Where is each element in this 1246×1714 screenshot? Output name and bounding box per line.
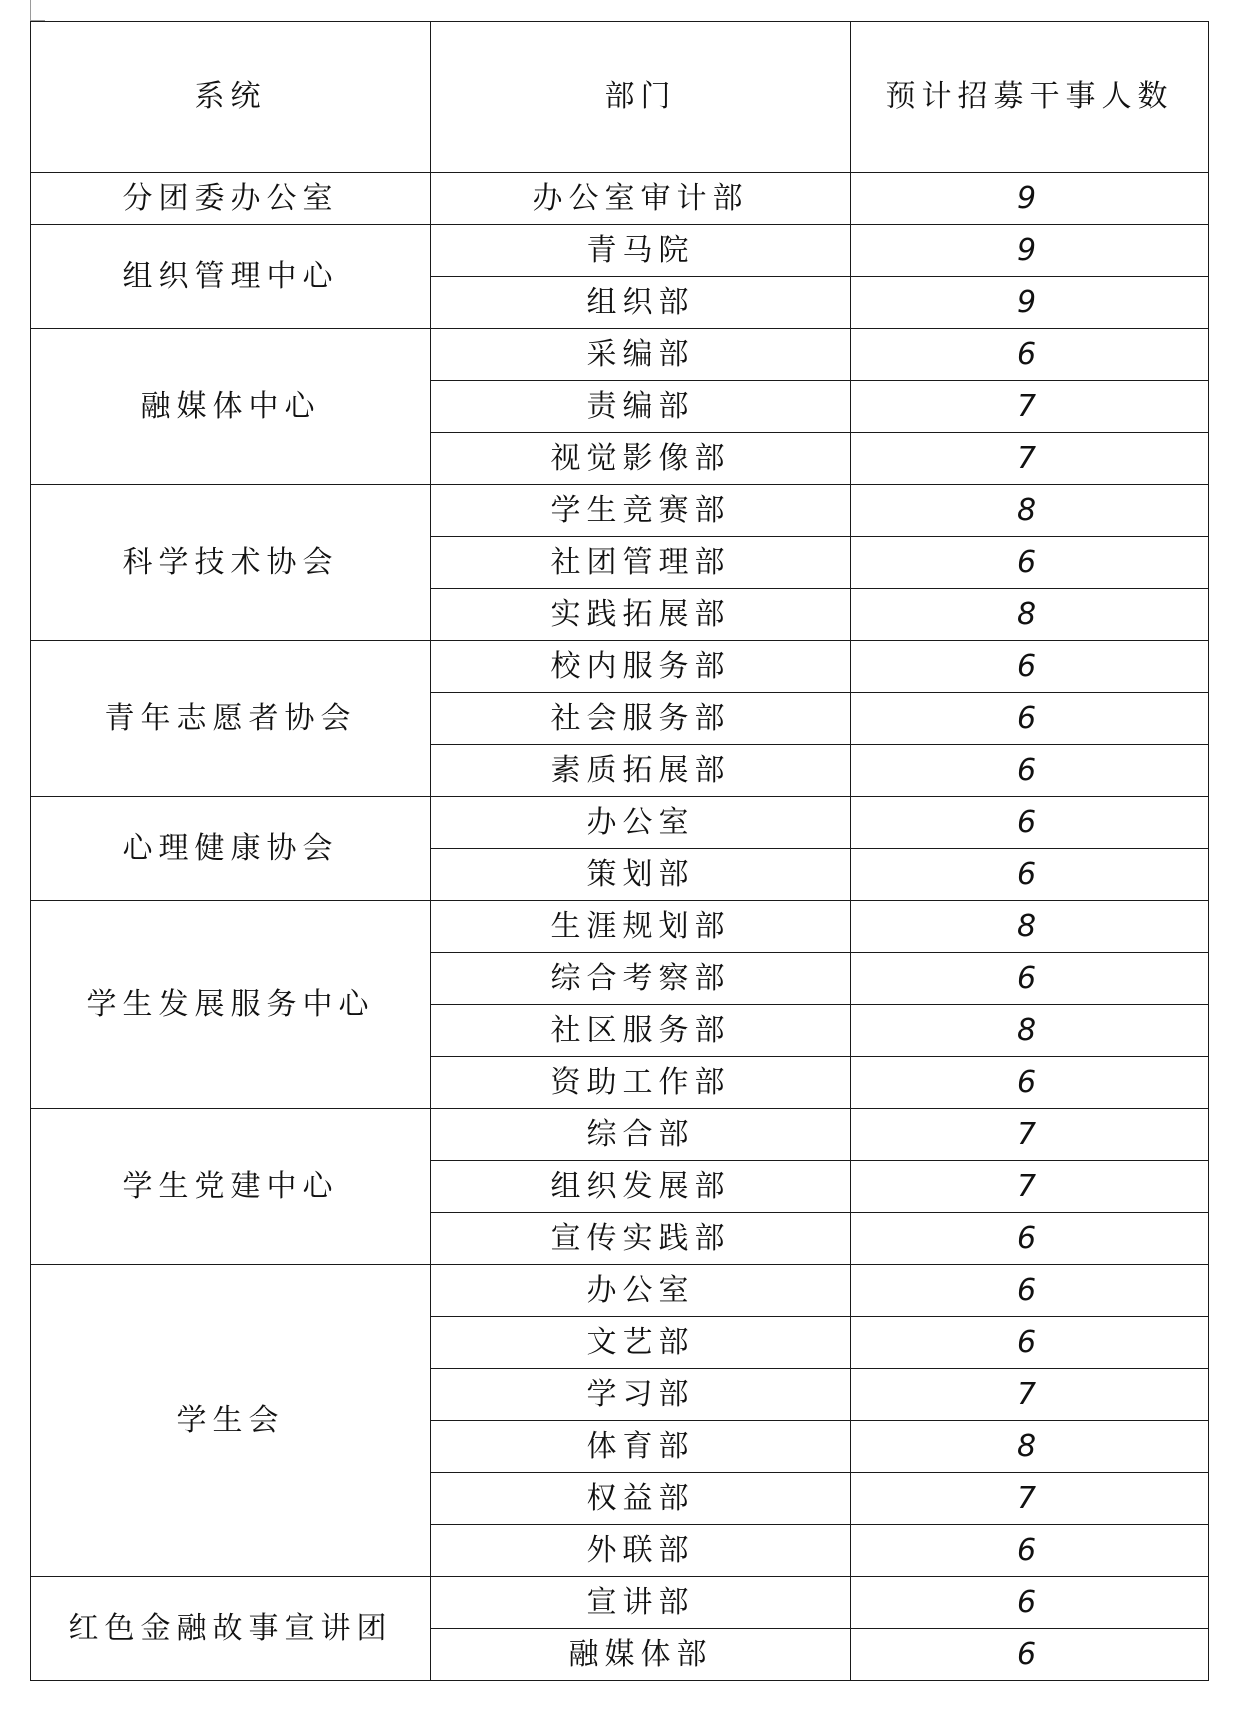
department-cell: 办公室 [431, 797, 851, 849]
department-cell: 文艺部 [431, 1317, 851, 1369]
header-department: 部门 [431, 22, 851, 173]
count-cell: 7 [851, 1109, 1209, 1161]
department-cell: 社团管理部 [431, 537, 851, 589]
department-cell: 社会服务部 [431, 693, 851, 745]
department-cell: 学习部 [431, 1369, 851, 1421]
department-cell: 综合考察部 [431, 953, 851, 1005]
department-cell: 学生竞赛部 [431, 485, 851, 537]
count-cell: 6 [851, 745, 1209, 797]
count-cell: 7 [851, 1473, 1209, 1525]
table-row [31, 641, 1209, 693]
table-row [31, 1577, 1209, 1629]
system-cell: 学生会 [31, 1265, 431, 1577]
department-cell: 外联部 [431, 1525, 851, 1577]
count-cell: 8 [851, 1005, 1209, 1057]
system-cell: 学生发展服务中心 [31, 901, 431, 1109]
department-cell: 宣讲部 [431, 1577, 851, 1629]
table-row [31, 485, 1209, 537]
header-system: 系统 [31, 22, 431, 173]
count-cell: 6 [851, 1577, 1209, 1629]
system-cell: 分团委办公室 [31, 173, 431, 225]
department-cell: 体育部 [431, 1421, 851, 1473]
department-cell: 素质拓展部 [431, 745, 851, 797]
count-cell: 9 [851, 277, 1209, 329]
system-cell: 青年志愿者协会 [31, 641, 431, 797]
system-cell: 融媒体中心 [31, 329, 431, 485]
count-cell: 8 [851, 485, 1209, 537]
department-cell: 校内服务部 [431, 641, 851, 693]
count-cell: 6 [851, 329, 1209, 381]
count-cell: 6 [851, 849, 1209, 901]
count-cell: 6 [851, 953, 1209, 1005]
header-count: 预计招募干事人数 [851, 22, 1209, 173]
count-cell: 7 [851, 1369, 1209, 1421]
count-cell: 6 [851, 641, 1209, 693]
department-cell: 办公室 [431, 1265, 851, 1317]
header-row [31, 22, 1209, 173]
count-cell: 7 [851, 433, 1209, 485]
count-cell: 7 [851, 1161, 1209, 1213]
table-body [31, 173, 1209, 1681]
department-cell: 生涯规划部 [431, 901, 851, 953]
department-cell: 办公室审计部 [431, 173, 851, 225]
department-cell: 视觉影像部 [431, 433, 851, 485]
count-cell: 6 [851, 1057, 1209, 1109]
department-cell: 策划部 [431, 849, 851, 901]
system-cell: 科学技术协会 [31, 485, 431, 641]
department-cell: 宣传实践部 [431, 1213, 851, 1265]
count-cell: 6 [851, 797, 1209, 849]
department-cell: 社区服务部 [431, 1005, 851, 1057]
count-cell: 6 [851, 693, 1209, 745]
table-row [31, 225, 1209, 277]
system-cell: 红色金融故事宣讲团 [31, 1577, 431, 1681]
table-row [31, 329, 1209, 381]
recruitment-table [30, 21, 1209, 1681]
department-cell: 组织发展部 [431, 1161, 851, 1213]
count-cell: 9 [851, 173, 1209, 225]
department-cell: 融媒体部 [431, 1629, 851, 1681]
table-row [31, 901, 1209, 953]
count-cell: 6 [851, 1265, 1209, 1317]
table-header [31, 22, 1209, 173]
count-cell: 8 [851, 901, 1209, 953]
count-cell: 8 [851, 589, 1209, 641]
department-cell: 综合部 [431, 1109, 851, 1161]
count-cell: 6 [851, 537, 1209, 589]
system-cell: 心理健康协会 [31, 797, 431, 901]
count-cell: 6 [851, 1525, 1209, 1577]
department-cell: 实践拓展部 [431, 589, 851, 641]
system-cell: 学生党建中心 [31, 1109, 431, 1265]
count-cell: 7 [851, 381, 1209, 433]
table-row [31, 1265, 1209, 1317]
count-cell: 6 [851, 1629, 1209, 1681]
count-cell: 6 [851, 1213, 1209, 1265]
count-cell: 9 [851, 225, 1209, 277]
system-cell: 组织管理中心 [31, 225, 431, 329]
department-cell: 青马院 [431, 225, 851, 277]
count-cell: 6 [851, 1317, 1209, 1369]
department-cell: 组织部 [431, 277, 851, 329]
department-cell: 资助工作部 [431, 1057, 851, 1109]
count-cell: 8 [851, 1421, 1209, 1473]
department-cell: 权益部 [431, 1473, 851, 1525]
department-cell: 责编部 [431, 381, 851, 433]
table-row [31, 1109, 1209, 1161]
page-corner-mark [30, 0, 45, 21]
table-row [31, 797, 1209, 849]
table-row [31, 173, 1209, 225]
department-cell: 采编部 [431, 329, 851, 381]
